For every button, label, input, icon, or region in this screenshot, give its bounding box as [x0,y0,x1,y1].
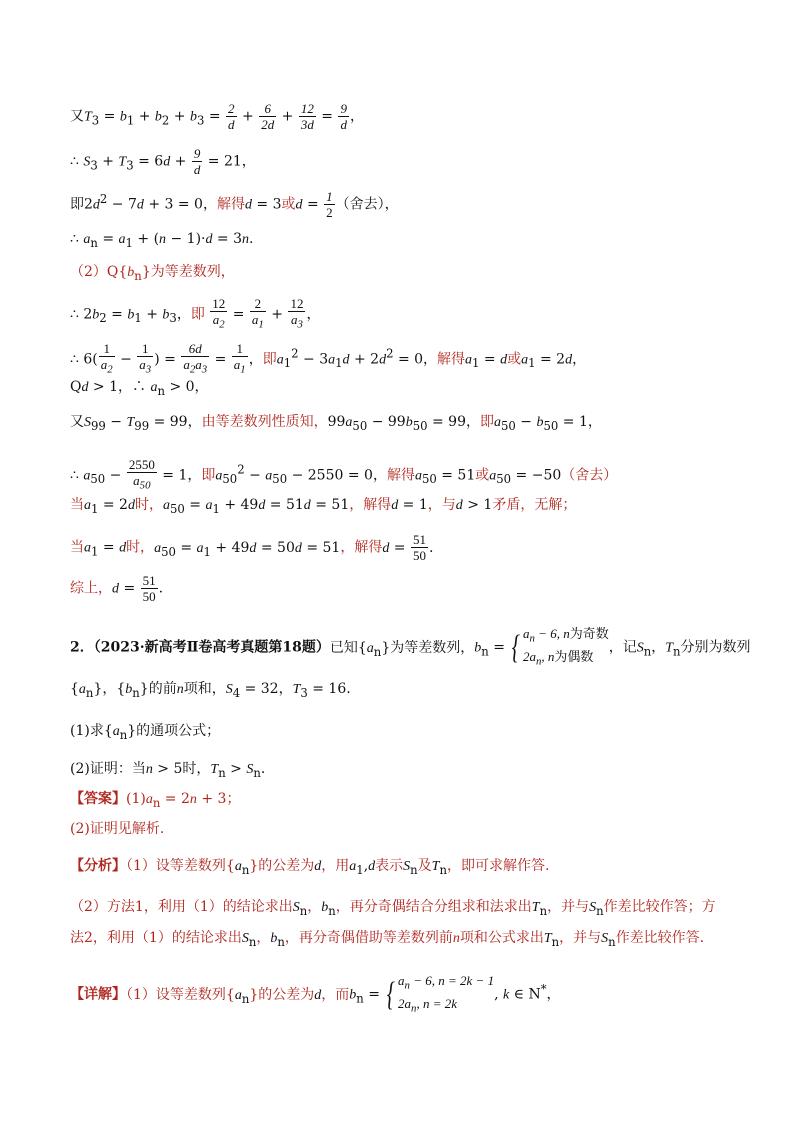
line-2: ∴ $S_3 + T_3 = 6d$ + $\frac{9}{d}$ = 21， [70,146,256,177]
line-11: 当$a_1 = 2d$时，$a_{50} = a_1 + 49d = 51d = 51$，解得d = 1，与d > 1矛盾，无解； [70,497,577,516]
analysis-tag: 【分析】 [70,858,126,874]
piecewise-b-n-detail: { $a_n - 6$, n = 2k − 1 $2a_n$, n = 2k [387,973,495,1015]
question-2-part-1: (1)求$\{a_n\}$的通项公式； [70,723,221,742]
line-10: ∴ $a_{50}$ − $\frac{2550}{a_{50}}$ = 1，即$a_{50}^2 - a_{50} - 2550 = 0$，解得$a_{50} = 51$或$a_{50} = -50$（舍去） [70,457,618,492]
line-4: ∴ $a_n = a_1 + (n - 1)\cdot d = 3n$. [70,231,254,250]
analysis-line-3: 法2，利用（1）的结论求出$S_n$，$b_n$，再分奇偶借助等差数列前n项和公式求出$T_n$，并与$S_n$作差比较作答. [70,930,705,949]
line-1: 又$T_3 = b_1 + b_2 + b_3$ = $\frac{2}{d}$ + $\frac{6}{2d}$ + $\frac{12}{3d}$ = $\frac{9}{d}$ ， [70,101,364,132]
answer-line-2: (2)证明见解析. [70,821,165,837]
detail-tag: 【详解】 [70,986,126,1003]
line-7: ∴ 6( $\frac{1}{a_2}$ − $\frac{1}{a_3}$ ) = $\frac{6d}{a_2a_3}$ = $\frac{1}{a_1}$ ，即$a_1^2 - 3a_1d + 2d^2 = 0$，解得$a_1 = d$或$a_1 = 2d$， [70,341,587,376]
piecewise-b-n: { $a_n - 6$, n为奇数 $2a_n$, n为偶数 [512,626,609,668]
answer-line-1: 【答案】$(1)a_n = 2n + 3$； [70,791,241,810]
analysis-line-1: 【分析】（1）设等差数列$\{a_n\}$的公差为d，用$a_1,d$表示$S_n$及$T_n$，即可求解作答. [70,858,550,877]
detail-line-1: 【详解】（1）设等差数列$\{a_n\}$的公差为d，而$b_n$ = { $a_n - 6$, n = 2k − 1 $2a_n$, n = 2k , k ∈ N*， [70,972,561,1017]
line-5: $(2)Q\{b_n\}$为等差数列， [70,264,235,283]
line-13: 综上，d = $\frac{51}{50}$ . [70,573,164,604]
line-8: Qd > 1，∴ $a_n > 0$， [70,379,209,398]
question-2-part-2: (2)证明：当n > 5时，$T_n > S_n$. [70,761,266,780]
line-9: 又$S_{99} - T_{99} = 99$，由等差数列性质知，$99a_{50} - 99b_{50} = 99$，即$a_{50} - b_{50} = 1$， [70,414,602,433]
answer-tag: 【答案】 [70,791,126,807]
line-6: ∴ $2b_2 = b_1 + b_3$，即 $\frac{12}{a_2}$ = $\frac{2}{a_1}$ + $\frac{12}{a_3}$ ， [70,296,321,331]
line-12: 当$a_1 = d$时，$a_{50} = a_1 + 49d = 50d = 51$，解得d = $\frac{51}{50}$ . [70,532,434,563]
question-2-line-1: 2．（2023·新高考Ⅱ卷高考真题第18题）已知$\{a_n\}$为等差数列，$b_n$ = { $a_n - 6$, n为奇数 $2a_n$, n为偶数 ，记$S_n$，$T_n$分别为数列 [70,625,751,670]
analysis-line-2: （2）方法1，利用（1）的结论求出$S_n$，$b_n$，再分奇偶结合分组求和法求出$T_n$，并与$S_n$作差比较作答；方 [70,899,716,918]
question-2-line-2: $\{a_n\}$，$\{b_n\}$的前n项和，$S_4 = 32$，$T_3 = 16$. [70,681,351,700]
question-2-title: 2．（2023·新高考Ⅱ卷高考真题第18题） [70,639,330,656]
line-3: 即$2d^2 - 7d + 3 = 0$，解得d = 3或d = $\frac{1}{2}$ （舍去）， [70,189,399,220]
